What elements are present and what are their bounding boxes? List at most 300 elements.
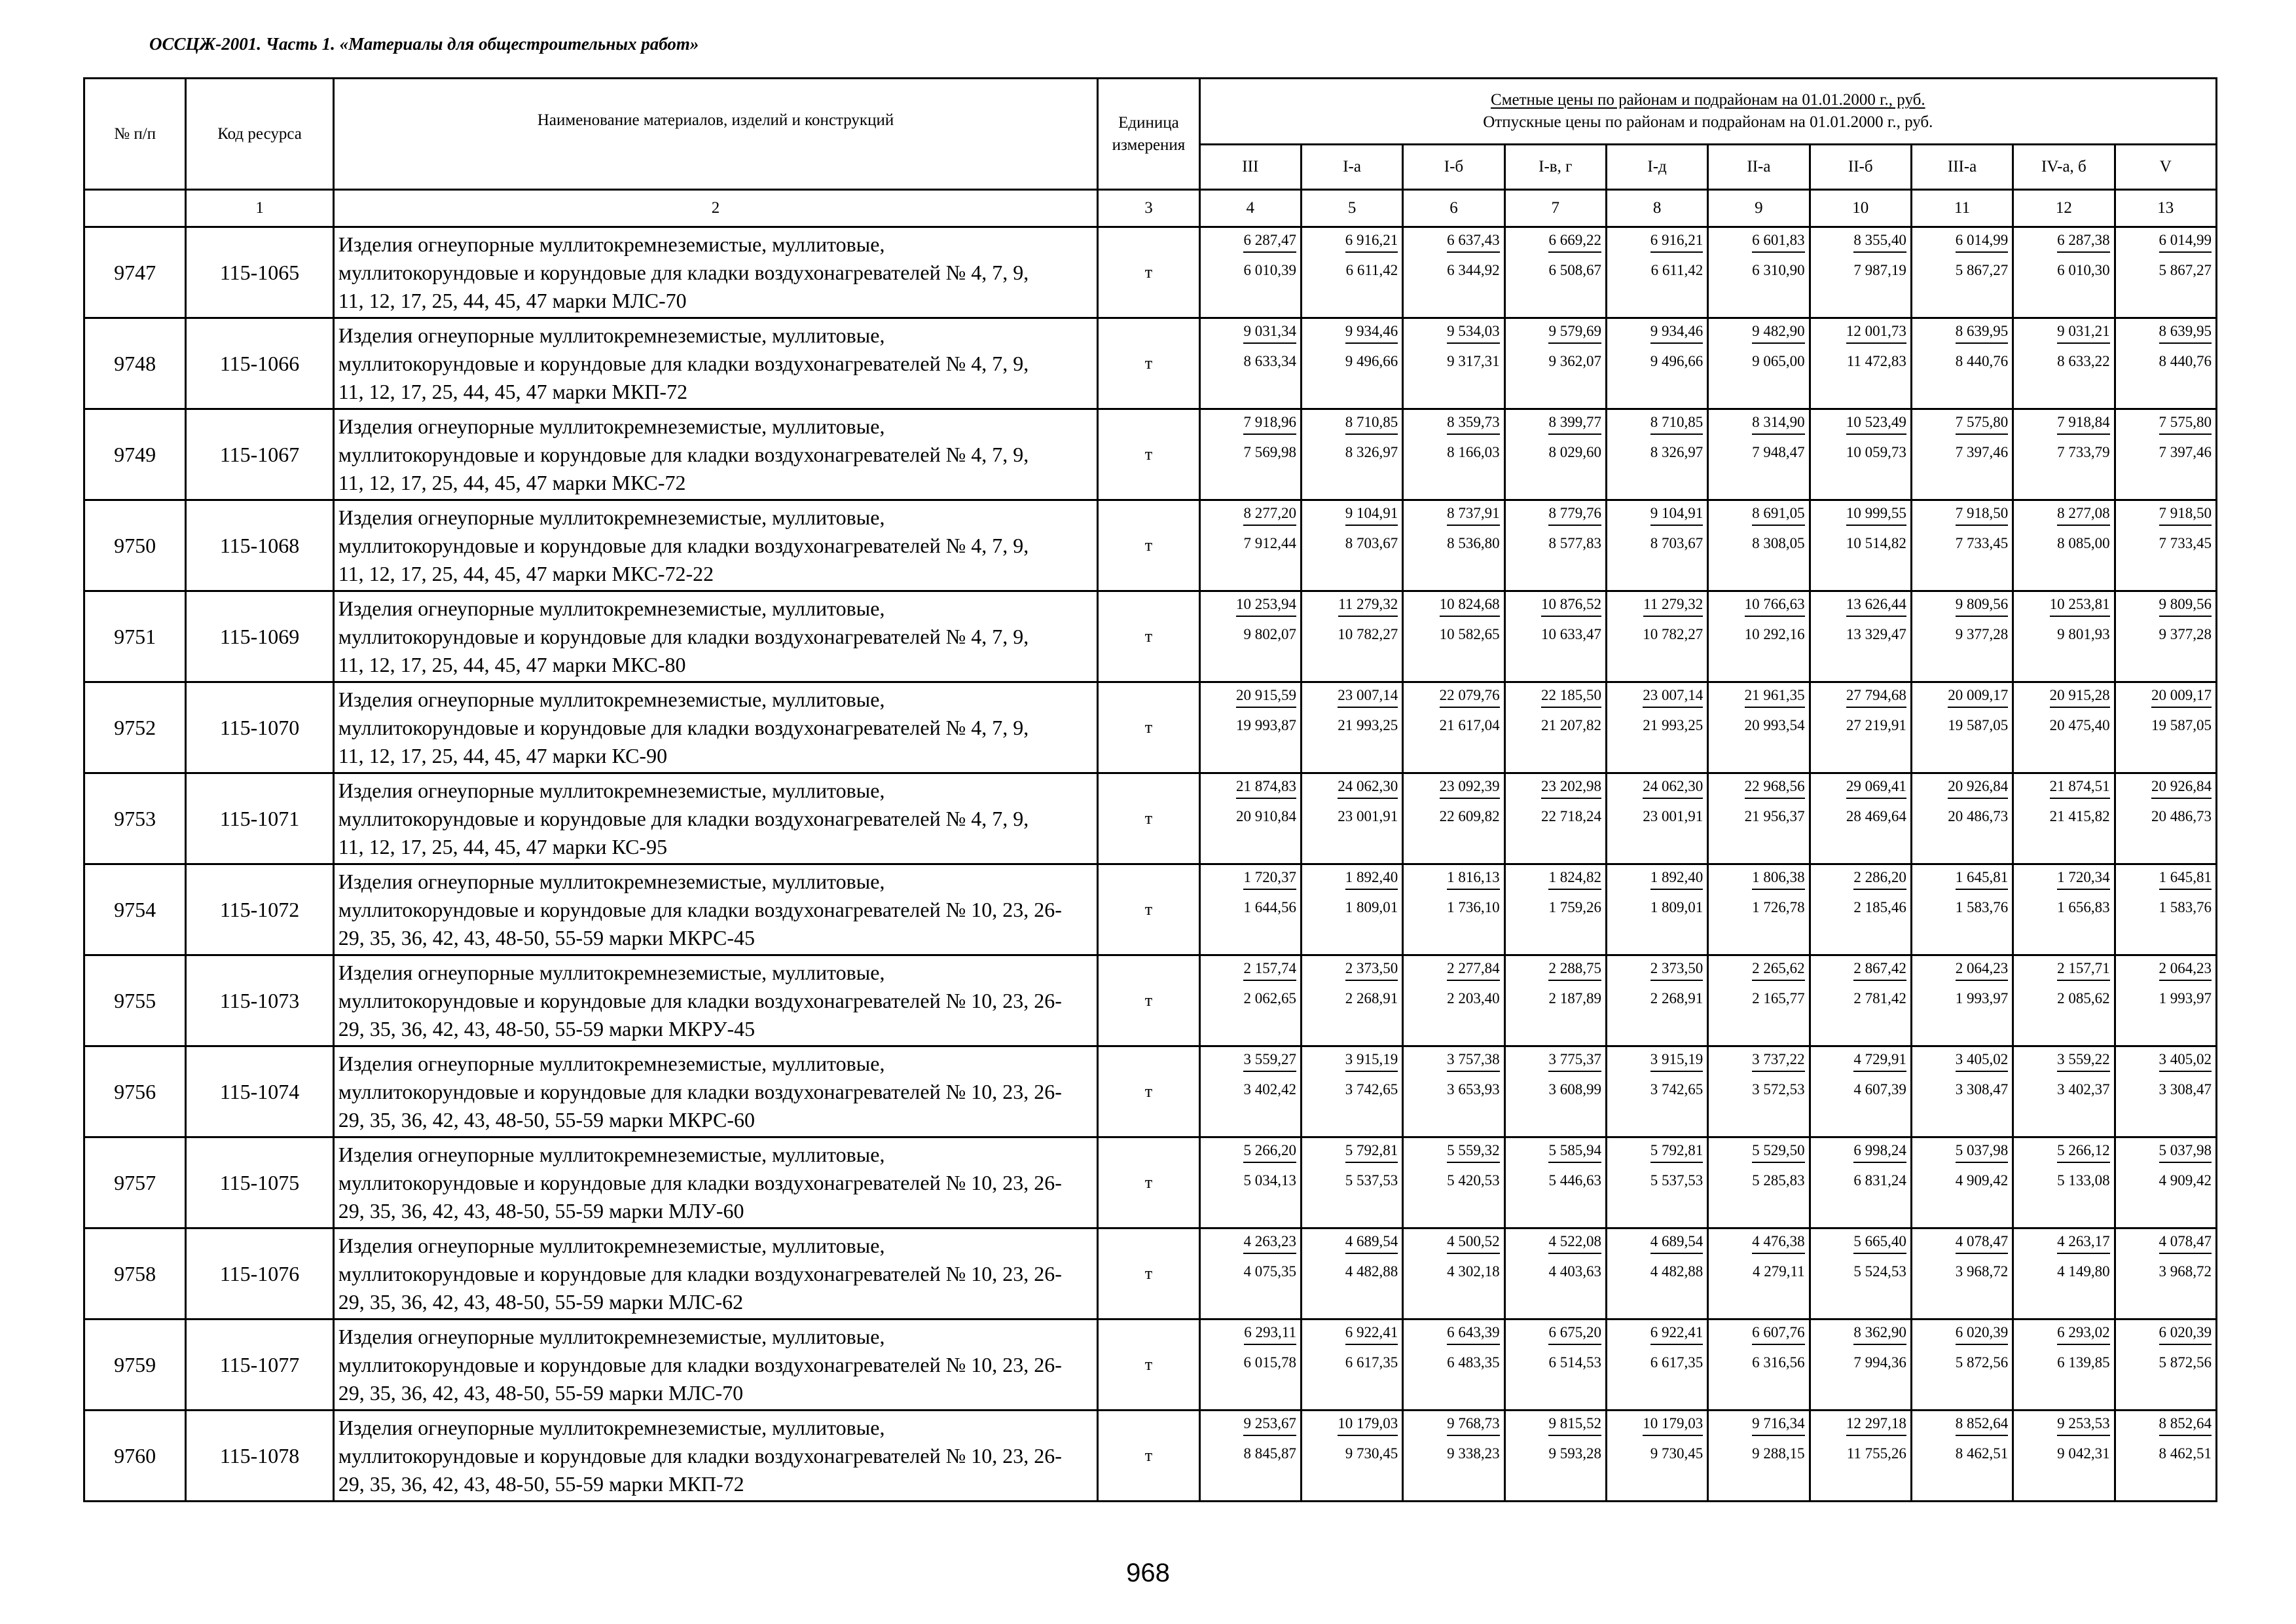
estimate-price: 21 961,35: [1745, 686, 1805, 708]
release-price: 7 733,45: [1955, 535, 2009, 551]
release-price: 6 010,30: [2057, 262, 2110, 278]
price-cell: [2115, 227, 2216, 318]
price-cell: [2013, 1046, 2115, 1137]
estimate-price: 3 405,02: [1956, 1050, 2009, 1072]
table-row: [84, 1137, 2217, 1228]
price-cell: [1403, 1137, 1504, 1228]
estimate-price: 20 009,17: [2151, 686, 2212, 708]
estimate-price: 4 078,47: [2159, 1232, 2212, 1254]
price-cell: [1199, 773, 1301, 864]
table-row: [84, 318, 2217, 409]
estimate-price: 4 689,54: [1650, 1232, 1704, 1254]
price-cell: [1403, 773, 1504, 864]
price-cell: [1199, 318, 1301, 409]
release-price: 8 326,97: [1650, 444, 1704, 460]
price-cell: [1403, 227, 1504, 318]
price-cell: [2115, 1320, 2216, 1411]
estimate-price: 23 202,98: [1541, 777, 1601, 799]
release-price: 21 956,37: [1744, 808, 1805, 824]
release-price: 1 644,56: [1243, 899, 1296, 915]
resource-code: 115-1077: [186, 1320, 333, 1411]
estimate-price: 20 915,59: [1236, 686, 1296, 708]
estimate-price: 8 691,05: [1752, 504, 1805, 526]
release-price: 3 608,99: [1548, 1081, 1601, 1098]
estimate-price: 8 737,91: [1447, 504, 1500, 526]
row-number: 9749: [84, 409, 186, 500]
price-cell: [1911, 955, 2013, 1046]
estimate-price: 10 876,52: [1541, 595, 1601, 617]
material-name: [333, 1228, 1098, 1320]
estimate-price: 6 293,11: [1244, 1323, 1296, 1345]
material-name-line: муллитокорундовые и корундовые для кладки воздухонагревателей № 10, 23, 26-: [338, 1170, 1062, 1194]
column-number-cell: 2: [333, 190, 1098, 227]
header-col-name: Наименование материалов, изделий и конструкций: [333, 79, 1098, 190]
material-name: [333, 773, 1098, 864]
release-price: 4 607,39: [1853, 1081, 1906, 1098]
price-cell: [1911, 1228, 2013, 1320]
price-cell: [1810, 591, 1911, 682]
price-cell: [1403, 955, 1504, 1046]
table-row: [84, 773, 2217, 864]
release-price: 10 059,73: [1846, 444, 1906, 460]
price-cell: [1504, 318, 1606, 409]
estimate-price: 1 892,40: [1650, 868, 1704, 890]
material-name: [333, 1411, 1098, 1502]
release-price: 6 310,90: [1752, 262, 1805, 278]
price-cell: [1911, 227, 2013, 318]
release-price: 1 736,10: [1447, 899, 1500, 915]
estimate-price: 8 277,20: [1243, 504, 1296, 526]
release-price: 1 809,01: [1650, 899, 1704, 915]
release-price: 8 085,00: [2057, 535, 2110, 551]
release-price: 9 593,28: [1548, 1445, 1601, 1462]
price-cell: [2013, 955, 2115, 1046]
estimate-price: 20 926,84: [2151, 777, 2212, 799]
price-cell: [1708, 227, 1810, 318]
release-price: 5 446,63: [1548, 1172, 1601, 1189]
estimate-price: 3 775,37: [1548, 1050, 1601, 1072]
price-cell: [1911, 682, 2013, 773]
document-header: ОССЦЖ-2001. Часть 1. «Материалы для общестроительных работ»: [149, 34, 699, 54]
resource-code: 115-1071: [186, 773, 333, 864]
price-cell: [1504, 1411, 1606, 1502]
release-price: 5 872,56: [2159, 1354, 2212, 1371]
unit: т: [1098, 318, 1199, 409]
material-name-line: Изделия огнеупорные муллитокремнеземистые, муллитовые,: [338, 232, 885, 256]
estimate-price: 4 078,47: [1956, 1232, 2009, 1254]
table-row: [84, 955, 2217, 1046]
price-cell: [1810, 1411, 1911, 1502]
table-row: [84, 864, 2217, 955]
row-number: 9755: [84, 955, 186, 1046]
unit: т: [1098, 955, 1199, 1046]
region-header-cell: IV-а, б: [2013, 145, 2115, 190]
estimate-price: 20 915,28: [2050, 686, 2110, 708]
material-name-line: муллитокорундовые и корундовые для кладки воздухонагревателей № 10, 23, 26-: [338, 1352, 1062, 1376]
estimate-price: 2 064,23: [2159, 959, 2212, 981]
material-name: [333, 1046, 1098, 1137]
release-price: 3 308,47: [1955, 1081, 2009, 1098]
release-price: 4 909,42: [2159, 1172, 2212, 1189]
estimate-price: 2 286,20: [1853, 868, 1906, 890]
row-number: 9754: [84, 864, 186, 955]
release-price: 5 133,08: [2057, 1172, 2110, 1189]
column-number-cell: 4: [1199, 190, 1301, 227]
price-cell: [1301, 409, 1402, 500]
estimate-price: 21 874,83: [1236, 777, 1296, 799]
price-cell: [1301, 1046, 1402, 1137]
release-price: 6 010,39: [1243, 262, 1296, 278]
estimate-price: 1 806,38: [1752, 868, 1805, 890]
resource-code: 115-1069: [186, 591, 333, 682]
material-name-line: 29, 35, 36, 42, 43, 48-50, 55-59 марки МКРС-45: [338, 925, 755, 950]
price-cell: [1199, 1228, 1301, 1320]
estimate-price: 9 482,90: [1752, 322, 1805, 344]
price-cell: [1606, 500, 1707, 591]
release-price: 1 583,76: [1955, 899, 2009, 915]
material-name-line: муллитокорундовые и корундовые для кладки воздухонагревателей № 10, 23, 26-: [338, 897, 1062, 921]
material-name: [333, 1320, 1098, 1411]
release-price: 9 730,45: [1345, 1445, 1398, 1462]
estimate-price: 8 639,95: [1956, 322, 2009, 344]
price-cell: [1911, 1137, 2013, 1228]
release-price: 11 755,26: [1846, 1445, 1906, 1462]
estimate-price: 9 815,52: [1548, 1414, 1601, 1436]
price-cell: [1301, 1228, 1402, 1320]
release-price: 7 994,36: [1853, 1354, 1906, 1371]
material-name-line: Изделия огнеупорные муллитокремнеземистые, муллитовые,: [338, 778, 885, 802]
price-cell: [1301, 227, 1402, 318]
release-price: 7 397,46: [2159, 444, 2212, 460]
release-price: 5 867,27: [1955, 262, 2009, 278]
estimate-price: 6 675,20: [1548, 1323, 1601, 1345]
row-number: 9760: [84, 1411, 186, 1502]
estimate-price: 8 314,90: [1752, 413, 1805, 435]
estimate-price: 8 362,90: [1853, 1323, 1906, 1345]
estimate-price: 6 014,99: [2159, 231, 2212, 253]
price-cell: [1301, 682, 1402, 773]
estimate-price: 21 874,51: [2050, 777, 2110, 799]
price-cell: [1810, 1228, 1911, 1320]
release-price: 21 617,04: [1439, 717, 1500, 733]
release-price: 6 316,56: [1752, 1354, 1805, 1371]
release-price: 9 338,23: [1447, 1445, 1500, 1462]
release-price: 5 872,56: [1955, 1354, 2009, 1371]
price-cell: [1301, 500, 1402, 591]
price-cell: [2013, 227, 2115, 318]
row-number: 9750: [84, 500, 186, 591]
material-name-line: муллитокорундовые и корундовые для кладки воздухонагревателей № 4, 7, 9,: [338, 715, 1029, 739]
material-name-line: Изделия огнеупорные муллитокремнеземистые, муллитовые,: [338, 1051, 885, 1075]
estimate-price: 10 253,81: [2050, 595, 2110, 617]
row-number: 9752: [84, 682, 186, 773]
estimate-price: 5 266,20: [1243, 1141, 1296, 1163]
price-cell: [1606, 1046, 1707, 1137]
release-price: 5 537,53: [1345, 1172, 1398, 1189]
column-number-cell: 1: [186, 190, 333, 227]
price-cell: [1810, 773, 1911, 864]
price-cell: [2013, 318, 2115, 409]
release-price: 4 149,80: [2057, 1263, 2110, 1280]
material-name-line: 29, 35, 36, 42, 43, 48-50, 55-59 марки МКРС-60: [338, 1107, 755, 1132]
release-price: 2 185,46: [1853, 899, 1906, 915]
price-cell: [1911, 864, 2013, 955]
price-cell: [1708, 682, 1810, 773]
row-number: 9748: [84, 318, 186, 409]
resource-code: 115-1074: [186, 1046, 333, 1137]
estimate-price: 11 279,32: [1338, 595, 1398, 617]
row-number: 9747: [84, 227, 186, 318]
material-name-line: Изделия огнеупорные муллитокремнеземистые, муллитовые,: [338, 596, 885, 620]
price-cell: [1606, 409, 1707, 500]
estimate-price: 20 009,17: [1948, 686, 2008, 708]
price-cell: [2115, 1137, 2216, 1228]
estimate-price: 23 007,14: [1643, 686, 1703, 708]
row-number: 9759: [84, 1320, 186, 1411]
price-cell: [1911, 500, 2013, 591]
estimate-price: 6 020,39: [2159, 1323, 2212, 1345]
estimate-price: 5 559,32: [1447, 1141, 1500, 1163]
release-price: 2 187,89: [1548, 990, 1601, 1006]
estimate-price: 5 792,81: [1650, 1141, 1704, 1163]
release-price: 8 703,67: [1345, 535, 1398, 551]
price-cell: [1708, 1046, 1810, 1137]
release-price: 6 617,35: [1345, 1354, 1398, 1371]
material-name-line: муллитокорундовые и корундовые для кладки воздухонагревателей № 10, 23, 26-: [338, 1079, 1062, 1103]
material-name-line: 11, 12, 17, 25, 44, 45, 47 марки МКС-80: [338, 652, 686, 676]
price-cell: [1708, 500, 1810, 591]
price-cell: [1199, 1137, 1301, 1228]
release-price: 2 062,65: [1243, 990, 1296, 1006]
price-cell: [1199, 682, 1301, 773]
release-price: 9 288,15: [1752, 1445, 1805, 1462]
material-name-line: Изделия огнеупорные муллитокремнеземистые, муллитовые,: [338, 1233, 885, 1257]
estimate-price: 2 373,50: [1650, 959, 1704, 981]
price-cell: [1199, 409, 1301, 500]
material-name-line: муллитокорундовые и корундовые для кладки воздухонагревателей № 4, 7, 9,: [338, 533, 1029, 557]
table-row: [84, 1411, 2217, 1502]
price-cell: [1504, 500, 1606, 591]
release-price: 10 514,82: [1846, 535, 1906, 551]
release-price: 20 910,84: [1235, 808, 1296, 824]
resource-code: 115-1066: [186, 318, 333, 409]
release-price: 6 831,24: [1853, 1172, 1906, 1189]
price-cell: [1403, 591, 1504, 682]
column-number-cell: 13: [2115, 190, 2216, 227]
price-cell: [1199, 1411, 1301, 1502]
table-row: [84, 682, 2217, 773]
estimate-price: 8 852,64: [2159, 1414, 2212, 1436]
release-price: 21 993,25: [1338, 717, 1398, 733]
price-cell: [1301, 591, 1402, 682]
release-price: 2 268,91: [1345, 990, 1398, 1006]
estimate-price: 11 279,32: [1643, 595, 1703, 617]
price-cell: [2115, 1228, 2216, 1320]
estimate-price: 4 263,17: [2057, 1232, 2110, 1254]
material-name: [333, 955, 1098, 1046]
estimate-price: 4 500,52: [1447, 1232, 1500, 1254]
release-price: 8 633,22: [2057, 353, 2110, 369]
release-price: 19 993,87: [1235, 717, 1296, 733]
release-price: 9 042,31: [2057, 1445, 2110, 1462]
estimate-price: 6 922,41: [1345, 1323, 1398, 1345]
release-price: 7 569,98: [1243, 444, 1296, 460]
material-name-line: 11, 12, 17, 25, 44, 45, 47 марки КС-90: [338, 743, 668, 767]
release-price: 5 034,13: [1243, 1172, 1296, 1189]
material-name: [333, 227, 1098, 318]
price-cell: [1708, 1137, 1810, 1228]
material-name: [333, 409, 1098, 500]
unit: т: [1098, 1320, 1199, 1411]
region-header-cell: III: [1199, 145, 1301, 190]
estimate-price: 6 014,99: [1956, 231, 2009, 253]
estimate-price: 22 185,50: [1541, 686, 1601, 708]
material-name: [333, 318, 1098, 409]
table-row: [84, 227, 2217, 318]
release-price: 23 001,91: [1338, 808, 1398, 824]
price-cell: [1301, 955, 1402, 1046]
release-price: 23 001,91: [1643, 808, 1704, 824]
region-header-cell: V: [2115, 145, 2216, 190]
price-cell: [1301, 318, 1402, 409]
release-price: 20 993,54: [1744, 717, 1805, 733]
price-cell: [1504, 1320, 1606, 1411]
unit: т: [1098, 1137, 1199, 1228]
estimate-price: 1 720,34: [2057, 868, 2110, 890]
estimate-price: 9 934,46: [1345, 322, 1398, 344]
price-cell: [1504, 409, 1606, 500]
release-price: 3 742,65: [1345, 1081, 1398, 1098]
material-name-line: Изделия огнеупорные муллитокремнеземистые, муллитовые,: [338, 414, 885, 438]
price-cell: [1301, 1320, 1402, 1411]
price-cell: [2013, 1228, 2115, 1320]
estimate-price: 6 020,39: [1956, 1323, 2009, 1345]
estimate-price: 1 645,81: [1956, 868, 2009, 890]
estimate-price: 10 766,63: [1745, 595, 1805, 617]
estimate-price: 27 794,68: [1846, 686, 1906, 708]
column-number-blank: [84, 190, 186, 227]
region-header-cell: III-а: [1911, 145, 2013, 190]
release-price: 5 420,53: [1447, 1172, 1500, 1189]
release-price: 4 302,18: [1447, 1263, 1500, 1280]
price-cell: [1301, 1411, 1402, 1502]
material-name-line: Изделия огнеупорные муллитокремнеземистые, муллитовые,: [338, 960, 885, 984]
price-table: [83, 77, 2217, 1502]
release-price: 10 782,27: [1338, 626, 1398, 642]
material-name-line: 29, 35, 36, 42, 43, 48-50, 55-59 марки МЛС-62: [338, 1289, 744, 1314]
unit: т: [1098, 1411, 1199, 1502]
material-name: [333, 864, 1098, 955]
release-price: 6 617,35: [1650, 1354, 1704, 1371]
header-price-group: [1199, 79, 2216, 145]
price-cell: [1504, 591, 1606, 682]
estimate-price: 3 757,38: [1447, 1050, 1500, 1072]
release-price: 5 537,53: [1650, 1172, 1704, 1189]
estimate-price: 6 916,21: [1650, 231, 1704, 253]
region-header-cell: I-в, г: [1504, 145, 1606, 190]
price-cell: [2013, 1320, 2115, 1411]
material-name-line: Изделия огнеупорные муллитокремнеземистые, муллитовые,: [338, 1324, 885, 1348]
release-price: 1 759,26: [1548, 899, 1601, 915]
price-cell: [1708, 1411, 1810, 1502]
release-price: 8 166,03: [1447, 444, 1500, 460]
release-price: 7 397,46: [1955, 444, 2009, 460]
column-number-cell: 6: [1403, 190, 1504, 227]
row-number: 9753: [84, 773, 186, 864]
release-price: 9 065,00: [1752, 353, 1805, 369]
estimate-price: 9 934,46: [1650, 322, 1704, 344]
price-cell: [1606, 227, 1707, 318]
estimate-price: 9 716,34: [1752, 1414, 1805, 1436]
estimate-price: 9 534,03: [1447, 322, 1500, 344]
estimate-price: 5 665,40: [1853, 1232, 1906, 1254]
price-cell: [1403, 1320, 1504, 1411]
price-cell: [1810, 500, 1911, 591]
release-price: 3 308,47: [2159, 1081, 2212, 1098]
unit: т: [1098, 864, 1199, 955]
release-price: 2 085,62: [2057, 990, 2110, 1006]
price-cell: [1708, 1320, 1810, 1411]
price-cell: [1403, 682, 1504, 773]
unit: т: [1098, 773, 1199, 864]
price-cell: [1403, 409, 1504, 500]
price-cell: [1810, 227, 1911, 318]
release-price: 3 968,72: [1955, 1263, 2009, 1280]
header-release-title: Отпускные цены по районам и подрайонам на 01.01.2000 г., руб.: [1483, 113, 1933, 131]
price-cell: [2115, 682, 2216, 773]
price-cell: [1911, 409, 2013, 500]
price-cell: [1301, 773, 1402, 864]
price-cell: [2115, 864, 2216, 955]
estimate-price: 22 968,56: [1745, 777, 1805, 799]
estimate-price: 10 179,03: [1643, 1414, 1703, 1436]
release-price: 8 440,76: [2159, 353, 2212, 369]
material-name-line: Изделия огнеупорные муллитокремнеземистые, муллитовые,: [338, 1415, 885, 1439]
estimate-price: 7 918,84: [2057, 413, 2110, 435]
estimate-price: 10 253,94: [1236, 595, 1296, 617]
estimate-price: 23 092,39: [1440, 777, 1500, 799]
page-number: 968: [1126, 1559, 1170, 1587]
price-cell: [1911, 591, 2013, 682]
estimate-price: 8 277,08: [2057, 504, 2110, 526]
unit: т: [1098, 227, 1199, 318]
estimate-price: 10 179,03: [1338, 1414, 1398, 1436]
release-price: 2 268,91: [1650, 990, 1704, 1006]
price-cell: [1403, 1411, 1504, 1502]
unit: т: [1098, 591, 1199, 682]
estimate-price: 10 824,68: [1440, 595, 1500, 617]
estimate-price: 2 157,71: [2057, 959, 2110, 981]
release-price: 4 482,88: [1650, 1263, 1704, 1280]
price-cell: [1606, 864, 1707, 955]
release-price: 1 726,78: [1752, 899, 1805, 915]
column-number-cell: 8: [1606, 190, 1707, 227]
price-cell: [1606, 1137, 1707, 1228]
estimate-price: 7 918,50: [1956, 504, 2009, 526]
price-cell: [1199, 591, 1301, 682]
price-cell: [1606, 1228, 1707, 1320]
price-cell: [1810, 1046, 1911, 1137]
estimate-price: 2 288,75: [1548, 959, 1601, 981]
row-number: 9757: [84, 1137, 186, 1228]
release-price: 8 029,60: [1548, 444, 1601, 460]
estimate-price: 9 809,56: [1956, 595, 2009, 617]
release-price: 6 344,92: [1447, 262, 1500, 278]
estimate-price: 6 922,41: [1650, 1323, 1704, 1345]
material-name-line: 11, 12, 17, 25, 44, 45, 47 марки КС-95: [338, 834, 668, 858]
price-cell: [1504, 1137, 1606, 1228]
unit: т: [1098, 682, 1199, 773]
